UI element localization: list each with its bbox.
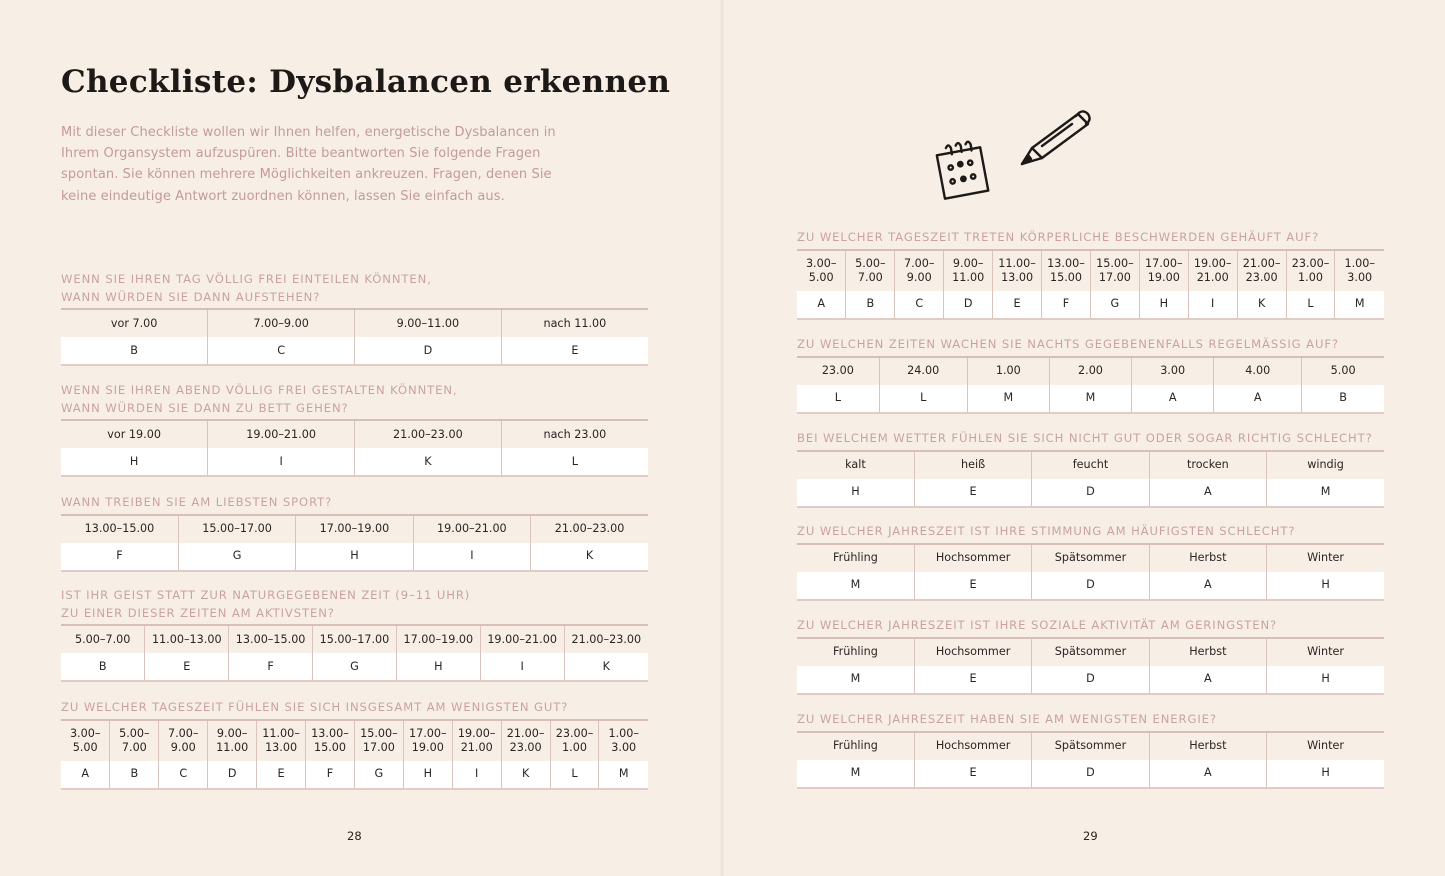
- options-table: [797, 356, 1384, 414]
- options-table: [61, 624, 648, 682]
- code-cell: F: [61, 543, 178, 571]
- question-block-sport: [61, 494, 648, 572]
- code-cell: D: [944, 291, 993, 319]
- page-number-right: 29: [1083, 829, 1098, 843]
- code-cell: H: [403, 761, 452, 789]
- option-cell[interactable]: 11.00– 13.00: [257, 720, 306, 761]
- question-line: WANN TREIBEN SIE AM LIEBSTEN SPORT?: [61, 495, 333, 509]
- option-cell[interactable]: Frühling: [833, 739, 878, 752]
- code-cell: I: [480, 653, 564, 681]
- option-cell[interactable]: 2.00: [1049, 357, 1131, 385]
- code-cell: K: [501, 761, 550, 789]
- question-line: WANN WÜRDEN SIE DANN AUFSTEHEN?: [61, 289, 321, 304]
- calendar-icon: [931, 136, 993, 202]
- code-cell: C: [208, 337, 355, 365]
- option-cell[interactable]: 17.00– 19.00: [403, 720, 452, 761]
- question-block-mood-season: [797, 523, 1384, 601]
- option-cell[interactable]: 9.00–11.00: [355, 309, 502, 337]
- question-block-mind-active: [61, 587, 648, 682]
- code-cell: E: [914, 666, 1031, 694]
- code-cell: M: [967, 385, 1049, 413]
- option-cell[interactable]: feucht: [1032, 451, 1149, 479]
- code-cell: B: [61, 337, 208, 365]
- options-table: [797, 731, 1384, 789]
- option-cell[interactable]: 19.00– 21.00: [452, 720, 501, 761]
- code-cell: H: [1267, 666, 1384, 694]
- options-table: [61, 419, 648, 477]
- code-cell: E: [145, 653, 229, 681]
- options-table: [61, 308, 648, 366]
- option-cell[interactable]: Spätsommer: [1032, 638, 1149, 666]
- option-cell[interactable]: Frühling: [833, 645, 878, 658]
- pencil-icon: [1018, 106, 1096, 168]
- code-cell: I: [413, 543, 530, 571]
- options-table: [797, 637, 1384, 695]
- code-cell: H: [61, 448, 208, 476]
- code-cell: H: [1267, 572, 1384, 600]
- option-cell[interactable]: 13.00– 15.00: [1042, 250, 1091, 291]
- question-line: WENN SIE IHREN TAG VÖLLIG FREI EINTEILEN KÖNNTEN,: [61, 272, 432, 286]
- code-cell: G: [1090, 291, 1139, 319]
- option-cell[interactable]: 13.00–15.00: [229, 625, 313, 653]
- option-cell[interactable]: 15.00–17.00: [313, 625, 397, 653]
- code-cell: K: [1237, 291, 1286, 319]
- option-cell[interactable]: 11.00– 13.00: [993, 250, 1042, 291]
- option-cell[interactable]: 7.00–9.00: [208, 309, 355, 337]
- option-cell[interactable]: 24.00: [879, 357, 967, 385]
- question-heading: ZU WELCHER JAHRESZEIT IST IHRE STIMMUNG AM HÄUFIGSTEN SCHLECHT?: [797, 524, 1296, 538]
- code-cell: B: [61, 653, 145, 681]
- option-cell[interactable]: 19.00– 21.00: [1188, 250, 1237, 291]
- code-cell: C: [895, 291, 944, 319]
- question-block-least-well: [61, 699, 648, 790]
- code-cell: M: [1335, 291, 1384, 319]
- option-cell[interactable]: 17.00– 19.00: [1139, 250, 1188, 291]
- code-cell: G: [178, 543, 295, 571]
- question-line: ZU EINER DIESER ZEITEN AM AKTIVSTEN?: [61, 605, 335, 620]
- option-cell[interactable]: 1.00: [967, 357, 1049, 385]
- question-block-energy-season: [797, 711, 1384, 789]
- option-cell[interactable]: 3.00– 5.00: [805, 256, 837, 284]
- options-table: [797, 450, 1384, 508]
- code-cell: H: [396, 653, 480, 681]
- option-cell[interactable]: 17.00–19.00: [296, 515, 413, 543]
- option-cell[interactable]: 9.00– 11.00: [944, 250, 993, 291]
- code-cell: L: [501, 448, 648, 476]
- option-cell[interactable]: 3.00– 5.00: [69, 726, 101, 754]
- option-cell[interactable]: 19.00–21.00: [480, 625, 564, 653]
- code-cell: A: [1149, 479, 1266, 507]
- option-cell[interactable]: vor 7.00: [110, 316, 158, 330]
- page-number-left: 28: [347, 829, 362, 843]
- option-cell[interactable]: 21.00–23.00: [531, 515, 648, 543]
- code-cell: L: [797, 385, 879, 413]
- option-cell[interactable]: 23.00– 1.00: [550, 720, 599, 761]
- option-cell[interactable]: Hochsommer: [914, 544, 1031, 572]
- option-cell[interactable]: heiß: [914, 451, 1031, 479]
- code-cell: D: [1032, 760, 1149, 788]
- question-heading: [61, 587, 648, 622]
- code-cell: E: [257, 761, 306, 789]
- option-cell[interactable]: 11.00–13.00: [145, 625, 229, 653]
- question-line: WENN SIE IHREN ABEND VÖLLIG FREI GESTALTEN KÖNNTEN,: [61, 383, 458, 397]
- option-cell[interactable]: Spätsommer: [1032, 732, 1149, 760]
- option-cell[interactable]: 1.00– 3.00: [599, 720, 648, 761]
- options-table: [797, 543, 1384, 601]
- question-block-bedtime: [61, 382, 648, 477]
- intro-paragraph: Mit dieser Checkliste wollen wir Ihnen helfen, energetische Dysbalancen in Ihrem Organsystem aufzuspüren. Bitte beantworten Sie folgende Fragen spontan. Sie können mehrere Möglichkeiten ankreuzen. Fragen, denen Sie keine eindeutige Antwort zuordnen können, lassen Sie einfach aus.: [61, 125, 556, 204]
- code-cell: D: [355, 337, 502, 365]
- question-block-social-season: [797, 617, 1384, 695]
- option-cell[interactable]: 17.00–19.00: [396, 625, 480, 653]
- code-cell: M: [797, 572, 914, 600]
- question-heading: ZU WELCHER JAHRESZEIT HABEN SIE AM WENIGSTEN ENERGIE?: [797, 712, 1217, 726]
- options-table: [61, 514, 648, 572]
- option-cell[interactable]: 7.00– 9.00: [159, 720, 208, 761]
- option-cell[interactable]: 15.00– 17.00: [354, 720, 403, 761]
- book-gutter: [720, 0, 724, 876]
- option-cell[interactable]: trocken: [1149, 451, 1266, 479]
- option-cell[interactable]: 13.00–15.00: [84, 522, 155, 535]
- option-cell[interactable]: 21.00– 23.00: [501, 720, 550, 761]
- code-cell: D: [1032, 572, 1149, 600]
- option-cell[interactable]: 1.00– 3.00: [1335, 250, 1384, 291]
- question-heading: [61, 271, 648, 306]
- options-table: [61, 719, 648, 790]
- code-cell: G: [313, 653, 397, 681]
- code-cell: I: [1188, 291, 1237, 319]
- code-cell: D: [1032, 666, 1149, 694]
- code-cell: L: [1286, 291, 1335, 319]
- option-cell[interactable]: Herbst: [1149, 544, 1266, 572]
- code-cell: E: [914, 479, 1031, 507]
- code-cell: B: [846, 291, 895, 319]
- question-heading: ZU WELCHEN ZEITEN WACHEN SIE NACHTS GEGEBENENFALLS REGELMÄSSIG AUF?: [797, 337, 1339, 351]
- option-cell[interactable]: Herbst: [1149, 732, 1266, 760]
- option-cell[interactable]: 15.00–17.00: [178, 515, 295, 543]
- option-cell[interactable]: 13.00– 15.00: [306, 720, 355, 761]
- code-cell: M: [797, 760, 914, 788]
- code-cell: K: [531, 543, 648, 571]
- option-cell[interactable]: 23.00– 1.00: [1286, 250, 1335, 291]
- code-cell: K: [564, 653, 648, 681]
- question-block-wake-up: [61, 271, 648, 366]
- code-cell: A: [1132, 385, 1214, 413]
- option-cell[interactable]: vor 19.00: [107, 427, 161, 441]
- code-cell: C: [159, 761, 208, 789]
- code-cell: A: [1149, 760, 1266, 788]
- code-cell: I: [208, 448, 355, 476]
- code-cell: M: [1267, 479, 1384, 507]
- code-cell: D: [208, 761, 257, 789]
- option-cell[interactable]: 23.00: [821, 364, 854, 377]
- page-title: Checkliste: Dysbalancen erkennen: [61, 64, 671, 100]
- code-cell: H: [1139, 291, 1188, 319]
- option-cell[interactable]: 5.00– 7.00: [846, 250, 895, 291]
- question-block-complaints-time: [797, 229, 1384, 320]
- code-cell: B: [1302, 385, 1384, 413]
- code-cell: A: [1214, 385, 1302, 413]
- option-cell[interactable]: Spätsommer: [1032, 544, 1149, 572]
- option-cell[interactable]: 5.00: [1302, 357, 1384, 385]
- option-cell[interactable]: 15.00– 17.00: [1090, 250, 1139, 291]
- question-line: WANN WÜRDEN SIE DANN ZU BETT GEHEN?: [61, 400, 349, 415]
- option-cell[interactable]: 7.00– 9.00: [895, 250, 944, 291]
- option-cell[interactable]: 21.00–23.00: [355, 420, 502, 448]
- option-cell[interactable]: 9.00– 11.00: [208, 720, 257, 761]
- question-block-wake-at-night: [797, 336, 1384, 414]
- option-cell[interactable]: Herbst: [1149, 638, 1266, 666]
- option-cell[interactable]: Hochsommer: [914, 638, 1031, 666]
- question-heading: ZU WELCHER TAGESZEIT TRETEN KÖRPERLICHE BESCHWERDEN GEHÄUFT AUF?: [797, 230, 1320, 244]
- code-cell: H: [797, 479, 914, 507]
- code-cell: B: [110, 761, 159, 789]
- option-cell[interactable]: Frühling: [833, 551, 878, 564]
- question-block-weather: [797, 430, 1384, 508]
- option-cell[interactable]: 5.00– 7.00: [110, 720, 159, 761]
- code-cell: L: [550, 761, 599, 789]
- code-cell: E: [914, 760, 1031, 788]
- option-cell[interactable]: 21.00– 23.00: [1237, 250, 1286, 291]
- question-heading: [61, 699, 648, 717]
- option-cell[interactable]: windig: [1267, 451, 1384, 479]
- code-cell: K: [355, 448, 502, 476]
- code-cell: L: [879, 385, 967, 413]
- code-cell: M: [797, 666, 914, 694]
- option-cell[interactable]: 4.00: [1214, 357, 1302, 385]
- option-cell[interactable]: 19.00–21.00: [413, 515, 530, 543]
- question-line: ZU WELCHER TAGESZEIT FÜHLEN SIE SICH INSGESAMT AM WENIGSTEN GUT?: [61, 700, 569, 714]
- code-cell: E: [914, 572, 1031, 600]
- code-cell: H: [1267, 760, 1384, 788]
- question-heading: [61, 494, 648, 512]
- options-table: [797, 249, 1384, 320]
- option-cell[interactable]: Winter: [1267, 544, 1384, 572]
- question-heading: [61, 382, 648, 417]
- option-cell[interactable]: 19.00–21.00: [208, 420, 355, 448]
- code-cell: M: [1049, 385, 1131, 413]
- option-cell[interactable]: Hochsommer: [914, 732, 1031, 760]
- option-cell[interactable]: 21.00–23.00: [564, 625, 648, 653]
- code-cell: G: [354, 761, 403, 789]
- option-cell[interactable]: Winter: [1267, 732, 1384, 760]
- code-cell: F: [229, 653, 313, 681]
- code-cell: H: [296, 543, 413, 571]
- question-heading: ZU WELCHER JAHRESZEIT IST IHRE SOZIALE AKTIVITÄT AM GERINGSTEN?: [797, 618, 1278, 632]
- option-cell[interactable]: nach 23.00: [501, 420, 648, 448]
- code-cell: F: [306, 761, 355, 789]
- code-cell: A: [1149, 666, 1266, 694]
- option-cell[interactable]: 3.00: [1132, 357, 1214, 385]
- code-cell: D: [1032, 479, 1149, 507]
- option-cell[interactable]: 5.00–7.00: [74, 632, 131, 646]
- code-cell: A: [1149, 572, 1266, 600]
- option-cell[interactable]: nach 11.00: [501, 309, 648, 337]
- code-cell: E: [501, 337, 648, 365]
- code-cell: F: [1042, 291, 1091, 319]
- question-heading: BEI WELCHEM WETTER FÜHLEN SIE SICH NICHT GUT ODER SOGAR RICHTIG SCHLECHT?: [797, 431, 1373, 445]
- option-cell[interactable]: kalt: [845, 458, 866, 471]
- code-cell: I: [452, 761, 501, 789]
- code-cell: E: [993, 291, 1042, 319]
- code-cell: A: [61, 761, 110, 789]
- code-cell: M: [599, 761, 648, 789]
- code-cell: A: [797, 291, 846, 319]
- option-cell[interactable]: Winter: [1267, 638, 1384, 666]
- question-line: IST IHR GEIST STATT ZUR NATURGEGEBENEN ZEIT (9–11 UHR): [61, 588, 471, 602]
